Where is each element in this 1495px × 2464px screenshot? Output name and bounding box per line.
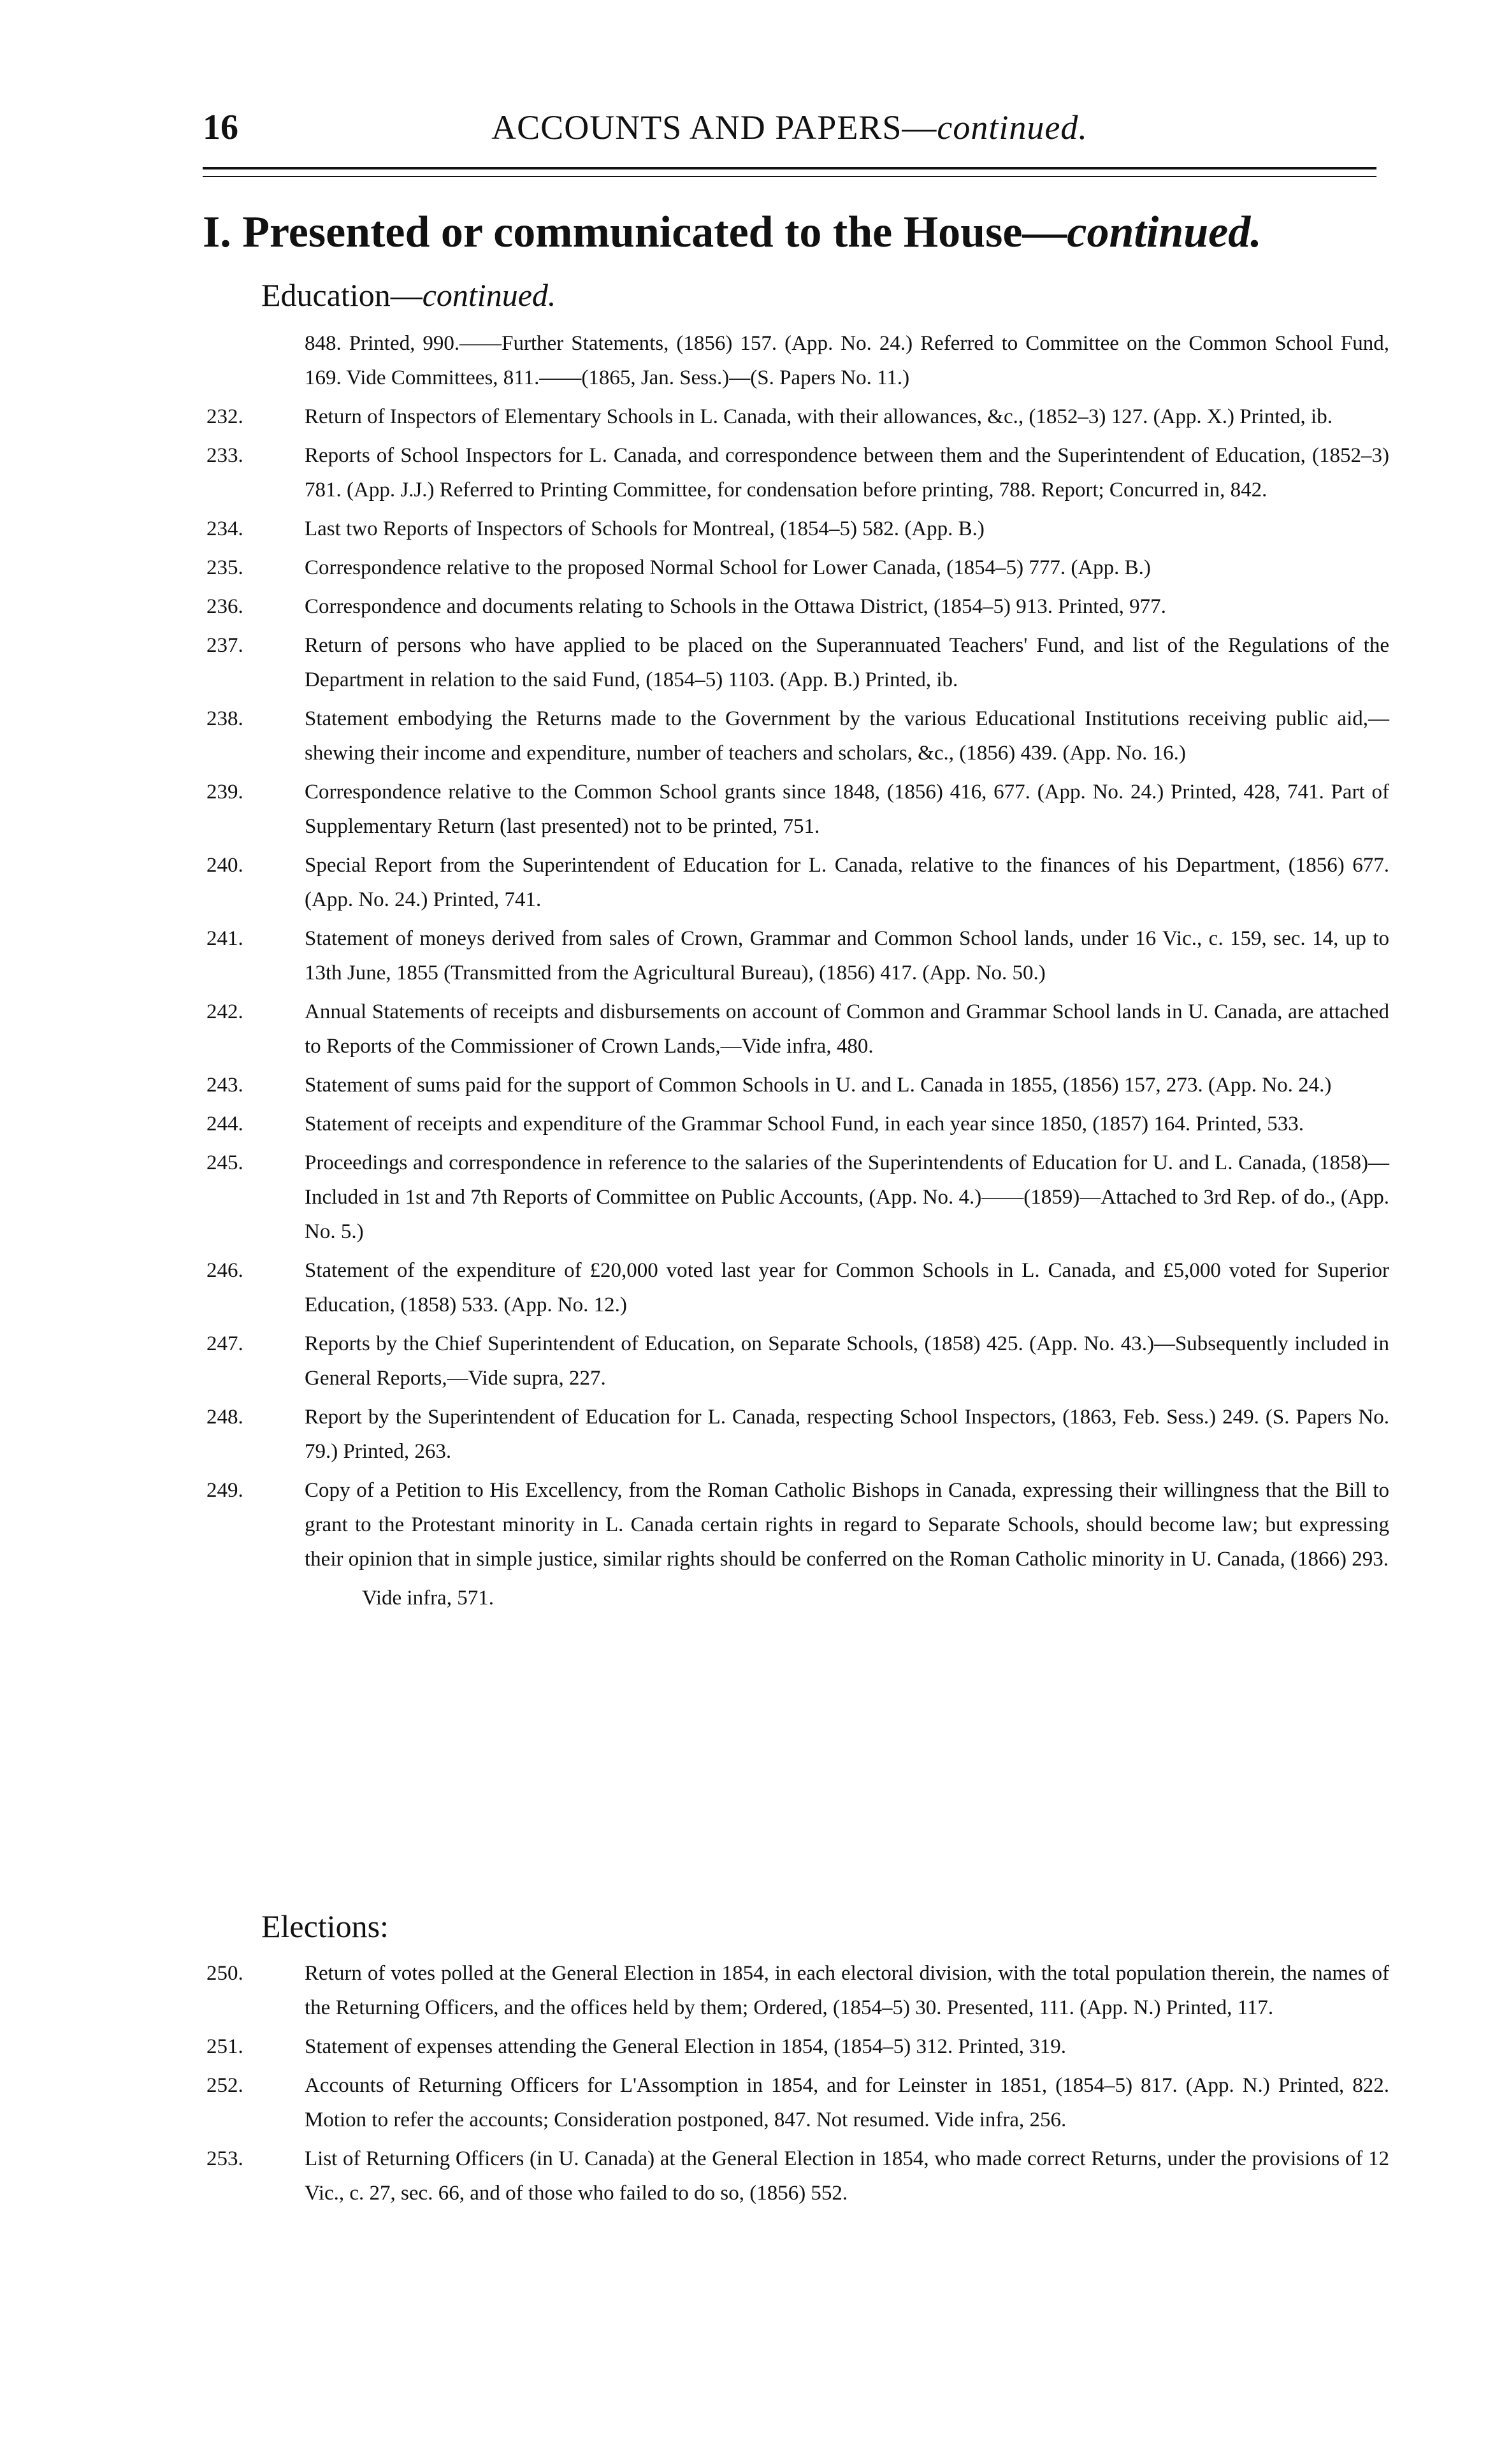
list-item	[203, 1956, 1389, 2025]
entry-number: 237.	[206, 634, 243, 657]
entry-number: 243.	[206, 1074, 243, 1097]
entry-text: Copy of a Petition to His Excellency, from the Roman Catholic Bishops in Canada, expressing their willingness that the Bill to grant to the Protestant minority in L. Canada certain rights in regard to Separate Schools, should become law; but expressing their opinion that in simple justice, similar rights should be conferred on the Roman Catholic minority in U. Canada, (1866) 293.	[305, 1479, 1389, 1571]
list-item	[203, 589, 1389, 624]
list-item	[203, 512, 1389, 546]
entry-number: 234.	[206, 517, 243, 540]
entry-number: 247.	[206, 1332, 243, 1355]
entry-number: 242.	[206, 1000, 243, 1023]
entry-text: Return of votes polled at the General Election in 1854, in each electoral division, with the total population therein, the names of the Returning Officers, and the offices held by them; Ordered, (1854–5) 30. Presented, 111. (App. N.) Printed, 117.	[305, 1962, 1389, 2019]
list-item	[203, 848, 1389, 917]
page-header	[203, 102, 1376, 153]
section-title-italic: continued.	[1067, 208, 1262, 257]
list-item	[203, 551, 1389, 585]
entry-text: Correspondence relative to the Common School grants since 1848, (1856) 416, 677. (App. No. 24.) Printed, 428, 741. Part of Supplementary Return (last presented) not to be printed, 751.	[305, 781, 1389, 838]
entry-text: Statement of receipts and expenditure of the Grammar School Fund, in each year since 1850, (1857) 164. Printed, 533.	[305, 1113, 1304, 1135]
education-heading	[261, 274, 556, 316]
running-head-italic: continued.	[937, 108, 1088, 147]
entry-text: Special Report from the Superintendent of Education for L. Canada, relative to the finances of his Department, (1856) 677. (App. No. 24.) Printed, 741.	[305, 854, 1389, 911]
entry-number: 244.	[206, 1113, 243, 1135]
running-head-text: ACCOUNTS AND PAPERS—	[491, 108, 937, 147]
list-item	[203, 1473, 1389, 1576]
entry-text: Correspondence and documents relating to Schools in the Ottawa District, (1854–5) 913. Printed, 977.	[305, 595, 1166, 618]
header-rule-thick	[203, 167, 1376, 169]
entry-number: 249.	[206, 1479, 243, 1502]
list-item	[203, 2068, 1389, 2137]
elections-heading: Elections:	[261, 1908, 389, 1944]
entry-text: Statement of moneys derived from sales of Crown, Grammar and Common School lands, under 16 Vic., c. 159, sec. 14, up to 13th June, 1855 (Transmitted from the Agricultural Bureau), (1856) 417. (App. No. 50.)	[305, 927, 1389, 984]
entry-number: 235.	[206, 556, 243, 579]
entry-number: 236.	[206, 595, 243, 618]
entry-text: Correspondence relative to the proposed Normal School for Lower Canada, (1854–5) 777. (App. B.)	[305, 556, 1151, 579]
entry-text: Statement of the expenditure of £20,000 voted last year for Common Schools in L. Canada, and £5,000 voted for Superior Education, (1858) 533. (App. No. 12.)	[305, 1259, 1389, 1316]
entry-text: Last two Reports of Inspectors of Schools for Montreal, (1854–5) 582. (App. B.)	[305, 517, 985, 540]
list-item	[203, 400, 1389, 434]
entry-number: 251.	[206, 2035, 243, 2058]
entry-text: Accounts of Returning Officers for L'Assomption in 1854, and for Leinster in 1851, (1854–5) 817. (App. N.) Printed, 822. Motion to refer the accounts; Consideration postponed, 847. Not resumed. Vide infra, 256.	[305, 2074, 1389, 2131]
section-title	[203, 204, 1262, 261]
list-item	[203, 702, 1389, 770]
list-item	[203, 2029, 1389, 2064]
list-item	[203, 1107, 1389, 1141]
entry-number: 248.	[206, 1406, 243, 1429]
list-item	[203, 438, 1389, 507]
list-item	[203, 2142, 1389, 2210]
education-entries	[203, 326, 1389, 1631]
entry-number: 250.	[206, 1962, 243, 1985]
entry-text: Return of persons who have applied to be placed on the Superannuated Teachers' Fund, and list of the Regulations of the Department in relation to the said Fund, (1854–5) 1103. (App. B.) Printed, ib.	[305, 634, 1389, 691]
entry-number: 239.	[206, 781, 243, 803]
entry-text: Statement of expenses attending the General Election in 1854, (1854–5) 312. Printed, 319.	[305, 2035, 1067, 2058]
entry-number: 252.	[206, 2074, 243, 2097]
entry-number: 232.	[206, 405, 243, 428]
entry-text: 848. Printed, 990.——Further Statements, (1856) 157. (App. No. 24.) Referred to Committee on the Common School Fund, 169. Vide Committees, 811.——(1865, Jan. Sess.)—(S. Papers No. 11.)	[305, 332, 1389, 389]
entry-number: 246.	[206, 1259, 243, 1282]
list-item	[203, 1253, 1389, 1322]
list-item	[203, 995, 1389, 1063]
entry-number: 253.	[206, 2147, 243, 2170]
entry-text: List of Returning Officers (in U. Canada) at the General Election in 1854, who made correct Returns, under the provisions of 12 Vic., c. 27, sec. 66, and of those who failed to do so, (1856) 552.	[305, 2147, 1389, 2205]
entry-number: 241.	[206, 927, 243, 950]
entry-text: Return of Inspectors of Elementary Schools in L. Canada, with their allowances, &c., (1852–3) 127. (App. X.) Printed, ib.	[305, 405, 1332, 428]
entry-text: Annual Statements of receipts and disbursements on account of Common and Grammar School lands in U. Canada, are attached to Reports of the Commissioner of Crown Lands,—Vide infra, 480.	[305, 1000, 1389, 1058]
list-item	[203, 1068, 1389, 1102]
running-head	[203, 102, 1376, 153]
vide-reference: Vide infra, 571.	[362, 1587, 494, 1610]
list-item	[203, 921, 1389, 990]
list-item	[203, 1400, 1389, 1469]
header-rule-thin	[203, 176, 1376, 177]
entry-text: Statement embodying the Returns made to the Government by the various Educational Institutions receiving public aid,—shewing their income and expenditure, number of teachers and scholars, &c., (1856) 439. (App. No. 16.)	[305, 707, 1389, 765]
elections-entries	[203, 1956, 1389, 2215]
list-item	[203, 1146, 1389, 1249]
education-heading-text: Education—	[261, 277, 422, 313]
education-heading-italic: continued.	[422, 277, 556, 313]
entry-number: 245.	[206, 1151, 243, 1174]
list-item	[203, 775, 1389, 844]
page-number: 16	[203, 108, 238, 147]
list-item	[203, 628, 1389, 697]
list-item	[203, 1327, 1389, 1395]
entry-text: Statement of sums paid for the support of Common Schools in U. and L. Canada in 1855, (1856) 157, 273. (App. No. 24.)	[305, 1074, 1332, 1097]
entry-number: 240.	[206, 854, 243, 877]
list-item	[203, 326, 1389, 395]
entry-number: 238.	[206, 707, 243, 730]
entry-text: Proceedings and correspondence in reference to the salaries of the Superintendents of Education for U. and L. Canada, (1858)—Included in 1st and 7th Reports of Committee on Public Accounts, (App. No. 4.)——(1859)—Attached to 3rd Rep. of do., (App. No. 5.)	[305, 1151, 1389, 1243]
entry-text: Report by the Superintendent of Education for L. Canada, respecting School Inspectors, (1863, Feb. Sess.) 249. (S. Papers No. 79.) Printed, 263.	[305, 1406, 1389, 1463]
entry-number: 233.	[206, 444, 243, 467]
section-title-text: I. Presented or communicated to the House—	[203, 208, 1067, 257]
entry-text: Reports of School Inspectors for L. Canada, and correspondence between them and the Superintendent of Education, (1852–3) 781. (App. J.J.) Referred to Printing Committee, for condensation before printing, 788. Report; Concurred in, 842.	[305, 444, 1389, 501]
entry-text: Reports by the Chief Superintendent of Education, on Separate Schools, (1858) 425. (App. No. 43.)—Subsequently included in General Reports,—Vide supra, 227.	[305, 1332, 1389, 1390]
